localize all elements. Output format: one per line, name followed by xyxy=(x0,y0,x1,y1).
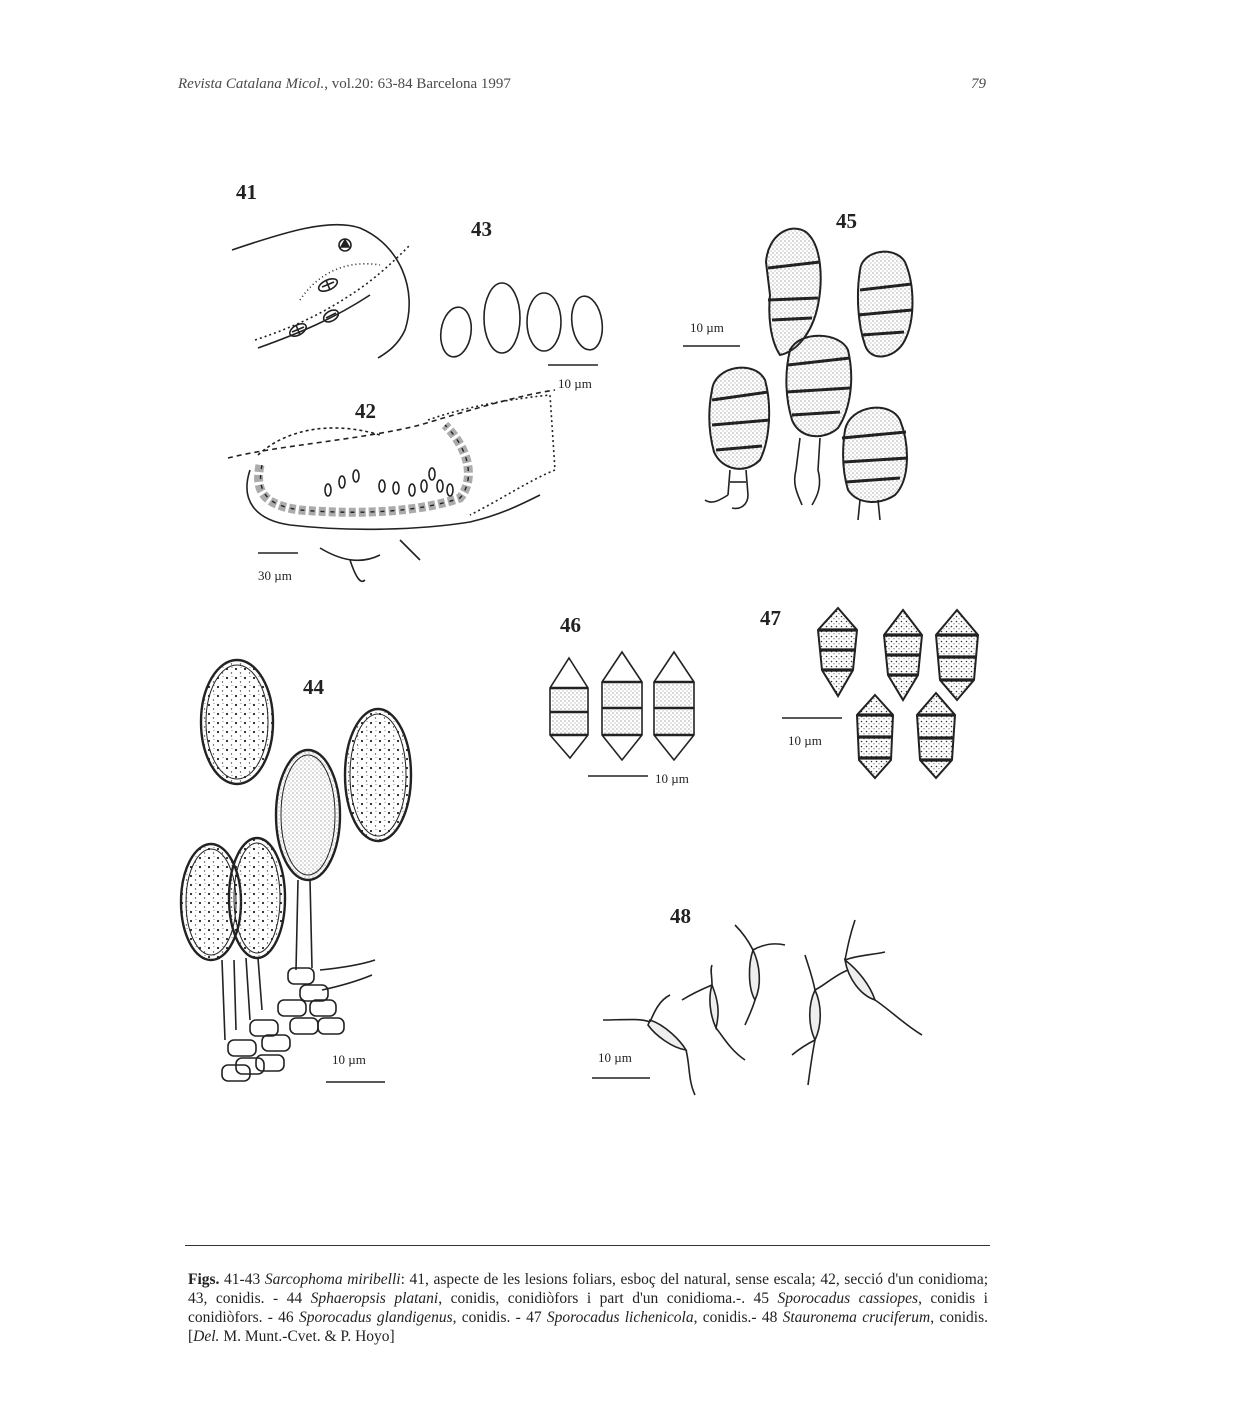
conidium xyxy=(550,658,588,758)
conidium xyxy=(527,293,561,351)
conidium xyxy=(705,368,770,509)
conidioma-cells xyxy=(222,968,344,1081)
caption-text: M. Munt.-Cvet. & P. Hoyo] xyxy=(219,1328,395,1345)
figure-48-label: 48 xyxy=(670,904,691,928)
scale-label: 30 µm xyxy=(258,568,292,583)
scale-label: 10 µm xyxy=(655,771,689,786)
caption-text: , conidis.- 48 xyxy=(693,1309,783,1326)
caption-text: 41-43 xyxy=(219,1271,265,1288)
figure-44-conidia-conidiophores xyxy=(181,660,411,1082)
conidium xyxy=(438,305,475,359)
figure-44-label: 44 xyxy=(303,675,324,699)
figure-43-label: 43 xyxy=(471,217,492,241)
journal-details: , vol.20: 63-84 Barcelona 1997 xyxy=(324,76,511,92)
caption-text: , conidis i conidiòfors. - 46 xyxy=(188,1290,988,1326)
caption-rule xyxy=(185,1245,990,1246)
conidium xyxy=(857,695,893,778)
conidium xyxy=(786,336,851,505)
figure-41-leaf-sketch xyxy=(232,180,410,358)
figure-42-conidioma-section xyxy=(228,390,555,583)
conidium xyxy=(682,965,745,1060)
conidium xyxy=(201,660,273,784)
lesion-spot xyxy=(317,276,339,294)
scale-label: 10 µm xyxy=(332,1052,366,1067)
figure-45-conidia-conidiophores xyxy=(683,209,913,520)
figure-45-label: 45 xyxy=(836,209,857,233)
conidium xyxy=(842,408,908,520)
conidium xyxy=(884,610,922,700)
caption-del: Del. xyxy=(193,1328,220,1345)
conidium xyxy=(603,995,695,1095)
figure-43-conidia xyxy=(438,217,606,391)
caption-text: , conidis. [ xyxy=(188,1309,989,1345)
caption-text: , conidis, conidiòfors i part d'un conidioma.-. 45 xyxy=(438,1290,778,1307)
lesion-spot xyxy=(339,239,351,251)
conidium xyxy=(735,925,785,1025)
page-number: 79 xyxy=(971,76,986,92)
figure-46-conidia xyxy=(550,613,694,786)
conidium xyxy=(936,610,978,700)
journal-name: Revista Catalana Micol. xyxy=(178,76,325,92)
figure-42-label: 42 xyxy=(355,399,376,423)
scale-label: 10 µm xyxy=(788,733,822,748)
figure-caption xyxy=(188,1270,988,1346)
conidium xyxy=(818,608,857,696)
conidium xyxy=(858,252,913,357)
taxon-name: Sphaeropsis platani xyxy=(310,1290,439,1307)
scale-label: 10 µm xyxy=(690,320,724,335)
scale-label: 10 µm xyxy=(558,376,592,391)
conidium xyxy=(917,693,955,778)
taxon-name: Sporocadus lichenicola xyxy=(546,1309,694,1326)
lesion-spot xyxy=(288,321,309,339)
conidium xyxy=(568,294,605,352)
caption-text: : 41, aspecte de les lesions foliars, esboç del natural, sense escala; 42, secció d'un conidioma; 43, conidis. - 44 xyxy=(188,1271,989,1307)
conidium xyxy=(276,750,340,880)
conidium xyxy=(325,468,453,496)
caption-text: , conidis. - 47 xyxy=(452,1309,547,1326)
figure-47-conidia xyxy=(760,606,978,778)
conidium xyxy=(792,955,848,1085)
taxon-name: Sporocadus glandigenus xyxy=(298,1309,453,1326)
conidium xyxy=(484,283,520,353)
figure-41-label: 41 xyxy=(236,180,257,204)
taxon-name: Stauronema cruciferum xyxy=(782,1309,931,1326)
conidium xyxy=(229,838,285,958)
conidium xyxy=(345,709,411,841)
conidium xyxy=(845,920,922,1035)
figure-47-label: 47 xyxy=(760,606,781,630)
figure-48-conidia xyxy=(592,904,922,1095)
scale-label: 10 µm xyxy=(598,1050,632,1065)
conidium xyxy=(654,652,694,760)
conidium xyxy=(602,652,642,760)
figure-46-label: 46 xyxy=(560,613,581,637)
taxon-name: Sporocadus cassiopes xyxy=(777,1290,919,1307)
taxon-name: Sarcophoma miribelli xyxy=(264,1271,401,1288)
caption-lead: Figs. xyxy=(188,1271,220,1288)
